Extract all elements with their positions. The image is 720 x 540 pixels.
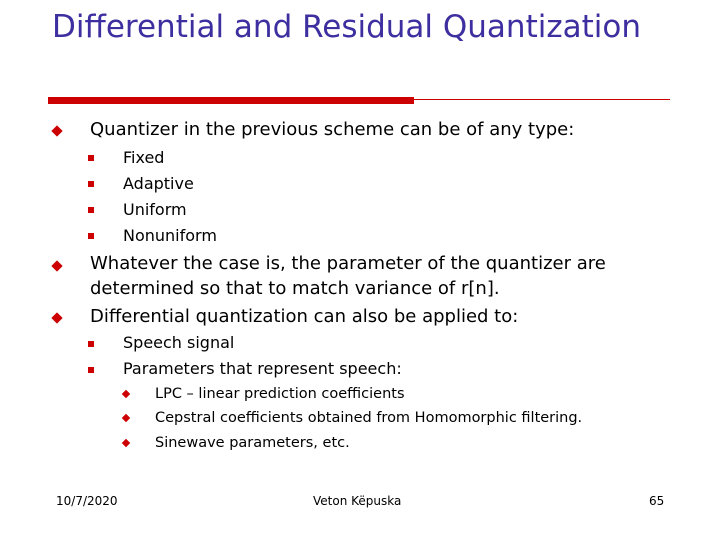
footer-page-number: 65 <box>649 494 665 508</box>
quantizer-type-item: Nonuniform <box>123 226 217 245</box>
bullet-differential: Differential quantization can also be applied to: <box>90 306 519 327</box>
square-bullet-icon <box>88 155 94 161</box>
speech-parameter-item: Cepstral coefficients obtained from Homomorphic filtering. <box>155 410 583 426</box>
square-bullet-icon <box>88 233 94 239</box>
slide-title: Differential and Residual Quantization <box>52 9 641 45</box>
footer-author: Veton Këpuska <box>313 494 402 508</box>
quantizer-type-item: Fixed <box>123 148 165 167</box>
diamond-bullet-icon <box>51 260 62 271</box>
quantizer-type-item: Uniform <box>123 200 187 219</box>
quantizer-type-item: Adaptive <box>123 174 194 193</box>
speech-parameter-item: LPC – linear prediction coefficients <box>155 386 405 402</box>
diamond-bullet-icon <box>51 312 62 323</box>
square-bullet-icon <box>88 181 94 187</box>
diamond-bullet-icon <box>51 125 62 136</box>
speech-parameter-item: Sinewave parameters, etc. <box>155 435 350 451</box>
square-bullet-icon <box>88 367 94 373</box>
title-underline-thin <box>414 99 670 100</box>
bullet-quantizer-type: Quantizer in the previous scheme can be of any type: <box>90 119 575 140</box>
application-item: Speech signal <box>123 333 235 352</box>
bullet-variance-line1: Whatever the case is, the parameter of the quantizer are <box>90 253 606 274</box>
title-underline-thick <box>48 97 414 104</box>
diamond-bullet-icon <box>122 439 130 447</box>
diamond-bullet-icon <box>122 414 130 422</box>
square-bullet-icon <box>88 207 94 213</box>
square-bullet-icon <box>88 341 94 347</box>
diamond-bullet-icon <box>122 390 130 398</box>
application-item: Parameters that represent speech: <box>123 359 402 378</box>
bullet-variance-line2: determined so that to match variance of r[n]. <box>90 278 500 299</box>
footer-date: 10/7/2020 <box>56 494 118 508</box>
